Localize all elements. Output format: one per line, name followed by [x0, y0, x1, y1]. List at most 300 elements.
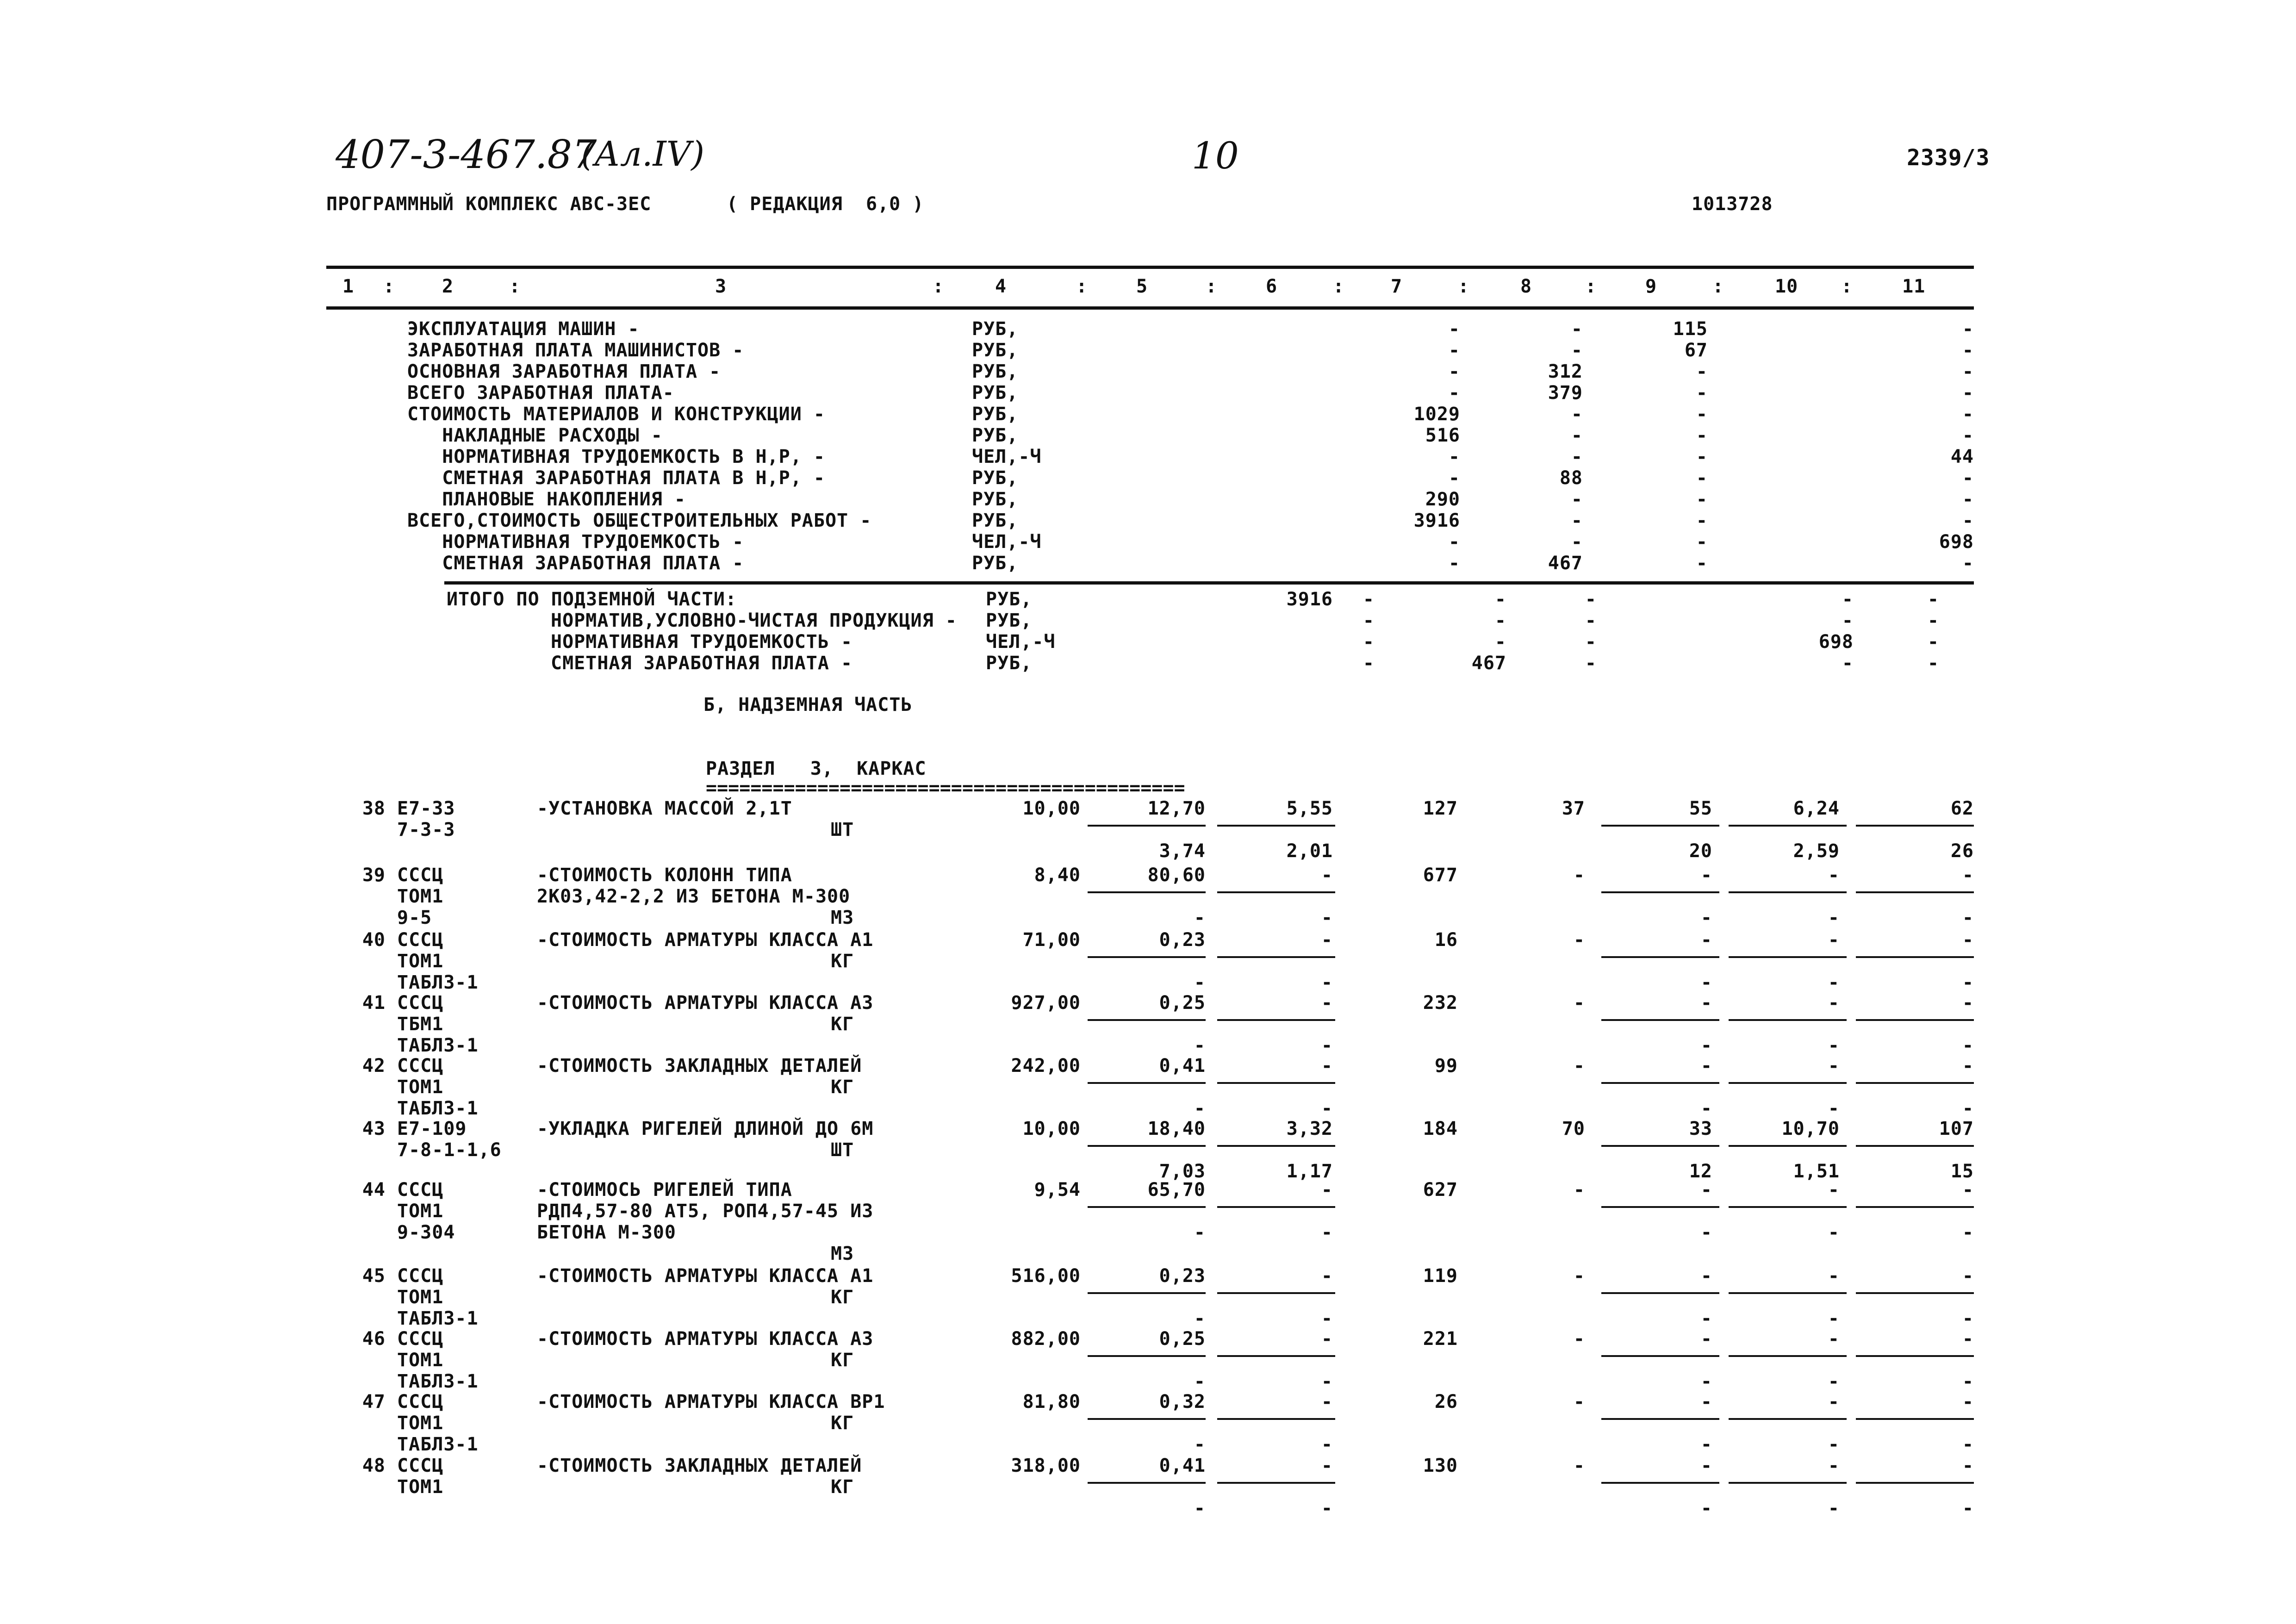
summary-unit: РУБ, — [972, 340, 1019, 361]
item-sub-c10: - — [1828, 1371, 1840, 1392]
item-code: СССЦ — [397, 865, 444, 886]
summary-unit: РУБ, — [972, 510, 1019, 531]
item-c8: - — [1573, 1265, 1585, 1287]
col-header-6: 6 — [1266, 276, 1278, 297]
item-qty: 882,00 — [1011, 1328, 1081, 1350]
item-c11: 62 — [1950, 798, 1974, 819]
cell-rule — [1088, 1082, 1206, 1084]
item-sub-c10: 1,51 — [1793, 1161, 1840, 1182]
item-description: -СТОИМОСТЬ АРМАТУРЫ КЛАССА А1 — [537, 1265, 874, 1287]
summary-col11: - — [1962, 489, 1974, 510]
cell-rule — [1217, 825, 1335, 827]
item-sub-c11: - — [1962, 1222, 1974, 1243]
item-description: -СТОИМОСТЬ КОЛОНН ТИПА — [537, 865, 792, 886]
item-c5: 0,41 — [1159, 1055, 1206, 1076]
cell-rule — [1856, 1292, 1974, 1294]
summary-col11: - — [1962, 318, 1974, 340]
item-code: ТОМ1 — [397, 1076, 444, 1098]
item-c5: 0,25 — [1159, 992, 1206, 1014]
item-sub-c6: 2,01 — [1286, 840, 1333, 862]
col-header-4: 4 — [995, 276, 1007, 297]
cell-rule — [1088, 1482, 1206, 1484]
cell-rule — [1601, 1082, 1719, 1084]
totals-value-a: 3916 — [1286, 589, 1333, 610]
summary-col8: - — [1571, 489, 1583, 510]
item-qty: 71,00 — [1022, 929, 1081, 951]
summary-bottom-rule — [444, 581, 1974, 585]
col-header-7: 7 — [1391, 276, 1403, 297]
item-c5: 0,25 — [1159, 1328, 1206, 1350]
item-c7: 184 — [1423, 1118, 1458, 1139]
totals-unit: РУБ, — [986, 653, 1033, 674]
item-sub-c11: - — [1962, 1035, 1974, 1056]
item-code: ТОМ1 — [397, 1350, 444, 1371]
summary-col11: - — [1962, 361, 1974, 382]
cell-rule — [1729, 1355, 1847, 1357]
item-unit: КГ — [831, 1014, 854, 1035]
summary-col11: - — [1962, 467, 1974, 489]
cell-rule — [1601, 956, 1719, 958]
item-sub-c9: - — [1700, 1222, 1712, 1243]
cell-rule — [1856, 1482, 1974, 1484]
item-c10: - — [1828, 865, 1840, 886]
totals-value-e: - — [1842, 653, 1854, 674]
summary-col11: - — [1962, 510, 1974, 531]
col-header-5: 5 — [1136, 276, 1148, 297]
cell-rule — [1856, 825, 1974, 827]
item-c8: - — [1573, 929, 1585, 951]
totals-value-c: - — [1494, 631, 1506, 653]
item-c9: - — [1700, 1265, 1712, 1287]
item-c9: 55 — [1689, 798, 1712, 819]
summary-unit: РУБ, — [972, 404, 1019, 425]
summary-unit: РУБ, — [972, 553, 1019, 574]
cell-rule — [1601, 1206, 1719, 1208]
item-description: -УСТАНОВКА МАССОЙ 2,1Т — [537, 798, 792, 819]
cell-rule — [1856, 1355, 1974, 1357]
item-c10: - — [1828, 1055, 1840, 1076]
cell-rule — [1217, 1206, 1335, 1208]
cell-rule — [1088, 956, 1206, 958]
summary-col9: - — [1696, 489, 1708, 510]
item-c8: - — [1573, 865, 1585, 886]
summary-col7: - — [1448, 531, 1460, 553]
item-description: -СТОИМОСТЬ АРМАТУРЫ КЛАССА А3 — [537, 1328, 874, 1350]
item-description: -СТОИМОСТЬ АРМАТУРЫ КЛАССА А1 — [537, 929, 874, 951]
totals-value-f: - — [1927, 610, 1939, 631]
item-c9: 33 — [1689, 1118, 1712, 1139]
item-c11: - — [1962, 1179, 1974, 1201]
item-c6: 5,55 — [1286, 798, 1333, 819]
item-c8: - — [1573, 992, 1585, 1014]
item-c11: - — [1962, 1455, 1974, 1476]
cell-rule — [1088, 1355, 1206, 1357]
item-sub-c9: - — [1700, 1035, 1712, 1056]
summary-col8: - — [1571, 531, 1583, 553]
summary-label: ЭКСПЛУАТАЦИЯ МАШИН - — [407, 318, 640, 340]
summary-col11: - — [1962, 340, 1974, 361]
summary-col11: - — [1962, 553, 1974, 574]
summary-unit: ЧЕЛ,-Ч — [972, 531, 1042, 553]
item-c8: - — [1573, 1328, 1585, 1350]
totals-value-f: - — [1927, 589, 1939, 610]
item-number: 44 — [362, 1179, 386, 1201]
totals-value-d: - — [1585, 631, 1597, 653]
cell-rule — [1088, 1418, 1206, 1420]
summary-col9: - — [1696, 531, 1708, 553]
totals-value-b: - — [1363, 610, 1375, 631]
totals-value-f: - — [1927, 631, 1939, 653]
summary-col11: - — [1962, 425, 1974, 446]
item-sub-c5: - — [1194, 1035, 1206, 1056]
item-sub-c6: - — [1321, 1498, 1333, 1519]
summary-unit: ЧЕЛ,-Ч — [972, 446, 1042, 467]
col-header-3: 3 — [715, 276, 727, 297]
summary-unit: РУБ, — [972, 318, 1019, 340]
item-qty: 8,40 — [1034, 865, 1081, 886]
cell-rule — [1729, 1292, 1847, 1294]
item-number: 42 — [362, 1055, 386, 1076]
item-unit: КГ — [831, 1476, 854, 1498]
item-code: Е7-33 — [397, 798, 455, 819]
item-c6: - — [1321, 929, 1333, 951]
col-header-9: 9 — [1645, 276, 1657, 297]
totals-value-d: - — [1585, 653, 1597, 674]
item-sub-c10: - — [1828, 972, 1840, 993]
totals-value-e: 698 — [1818, 631, 1854, 653]
cell-rule — [1217, 1292, 1335, 1294]
cell-rule — [1601, 891, 1719, 893]
item-sub-c6: - — [1321, 1098, 1333, 1119]
summary-col9: - — [1696, 510, 1708, 531]
col-header-2: 2 — [442, 276, 454, 297]
cell-rule — [1729, 1418, 1847, 1420]
item-qty: 242,00 — [1011, 1055, 1081, 1076]
summary-col7: 290 — [1425, 489, 1460, 510]
item-sub-c11: - — [1962, 1498, 1974, 1519]
item-qty: 516,00 — [1011, 1265, 1081, 1287]
cell-rule — [1601, 1145, 1719, 1147]
summary-label: ЗАРАБОТНАЯ ПЛАТА МАШИНИСТОВ - — [407, 340, 744, 361]
item-c7: 130 — [1423, 1455, 1458, 1476]
item-sub-c6: - — [1321, 1371, 1333, 1392]
cell-rule — [1088, 1206, 1206, 1208]
item-code: 9-5 — [397, 907, 432, 928]
item-c6: - — [1321, 865, 1333, 886]
item-c5: 0,23 — [1159, 929, 1206, 951]
item-unit: КГ — [831, 1287, 854, 1308]
item-qty: 927,00 — [1011, 992, 1081, 1014]
item-code: СССЦ — [397, 929, 444, 951]
item-qty: 10,00 — [1022, 798, 1081, 819]
item-c10: 6,24 — [1793, 798, 1840, 819]
item-c11: 107 — [1939, 1118, 1974, 1139]
item-c8: 37 — [1562, 798, 1585, 819]
summary-col7: 3916 — [1413, 510, 1460, 531]
item-description: -СТОИМОСТЬ ЗАКЛАДНЫХ ДЕТАЛЕЙ — [537, 1455, 862, 1476]
summary-col7: 1029 — [1413, 404, 1460, 425]
item-c11: - — [1962, 1265, 1974, 1287]
item-code: ТОМ1 — [397, 1201, 444, 1222]
item-number: 41 — [362, 992, 386, 1014]
item-description: -СТОИМОСТЬ АРМАТУРЫ КЛАССА ВР1 — [537, 1391, 885, 1412]
totals-label: НОРМАТИВ,УСЛОВНО-ЧИСТАЯ ПРОДУКЦИЯ - — [551, 610, 957, 631]
item-unit: ШТ — [831, 819, 854, 840]
item-c10: - — [1828, 1391, 1840, 1412]
summary-col8: - — [1571, 510, 1583, 531]
item-sub-c10: - — [1828, 1498, 1840, 1519]
item-c10: 10,70 — [1781, 1118, 1840, 1139]
cell-rule — [1217, 956, 1335, 958]
item-code: Е7-109 — [397, 1118, 467, 1139]
item-code: ТАБЛ3-1 — [397, 1434, 479, 1455]
item-c7: 232 — [1423, 992, 1458, 1014]
item-code: СССЦ — [397, 1179, 444, 1201]
item-sub-c10: - — [1828, 1035, 1840, 1056]
razdel-title: РАЗДЕЛ 3, КАРКАС — [706, 758, 927, 779]
item-c9: - — [1700, 992, 1712, 1014]
item-c8: 70 — [1562, 1118, 1585, 1139]
item-number: 39 — [362, 865, 386, 886]
cell-rule — [1729, 891, 1847, 893]
cell-rule — [1856, 956, 1974, 958]
item-c6: - — [1321, 1391, 1333, 1412]
totals-value-d: - — [1585, 589, 1597, 610]
item-sub-c5: - — [1194, 1434, 1206, 1455]
cell-rule — [1729, 1082, 1847, 1084]
item-sub-c11: - — [1962, 1098, 1974, 1119]
item-code: ТОМ1 — [397, 1287, 444, 1308]
item-number: 45 — [362, 1265, 386, 1287]
item-sub-c11: 15 — [1950, 1161, 1974, 1182]
summary-col9: - — [1696, 404, 1708, 425]
item-unit: КГ — [831, 1412, 854, 1434]
item-sub-c5: - — [1194, 1308, 1206, 1329]
item-sub-c10: - — [1828, 907, 1840, 928]
cell-rule — [1601, 1019, 1719, 1021]
item-sub-c5: - — [1194, 972, 1206, 993]
item-number: 43 — [362, 1118, 386, 1139]
summary-col9: - — [1696, 467, 1708, 489]
item-sub-c10: - — [1828, 1308, 1840, 1329]
item-c6: - — [1321, 992, 1333, 1014]
summary-label: НОРМАТИВНАЯ ТРУДОЕМКОСТЬ - — [407, 531, 744, 553]
item-unit: ШТ — [831, 1139, 854, 1161]
item-c7: 627 — [1423, 1179, 1458, 1201]
item-c8: - — [1573, 1055, 1585, 1076]
page-number: 10 — [1192, 134, 1239, 177]
item-sub-c9: - — [1700, 1434, 1712, 1455]
summary-unit: РУБ, — [972, 425, 1019, 446]
cell-rule — [1217, 891, 1335, 893]
cell-rule — [1601, 1292, 1719, 1294]
item-sub-c6: - — [1321, 1222, 1333, 1243]
summary-col7: - — [1448, 553, 1460, 574]
item-sub-c9: - — [1700, 1371, 1712, 1392]
summary-label: НАКЛАДНЫЕ РАСХОДЫ - — [407, 425, 663, 446]
item-unit: КГ — [831, 1076, 854, 1098]
summary-col8: - — [1571, 425, 1583, 446]
cell-rule — [1217, 1145, 1335, 1147]
item-c10: - — [1828, 1179, 1840, 1201]
item-unit: КГ — [831, 1350, 854, 1371]
item-c11: - — [1962, 1328, 1974, 1350]
summary-col9: - — [1696, 553, 1708, 574]
summary-col9: - — [1696, 361, 1708, 382]
summary-unit: РУБ, — [972, 489, 1019, 510]
cell-rule — [1856, 1418, 1974, 1420]
col-header-1: 1 — [342, 276, 355, 297]
item-sub-c10: - — [1828, 1222, 1840, 1243]
summary-unit: РУБ, — [972, 361, 1019, 382]
sheet-number: 2339/3 — [1907, 145, 1990, 171]
item-c6: - — [1321, 1265, 1333, 1287]
cell-rule — [1217, 1082, 1335, 1084]
summary-col8: - — [1571, 404, 1583, 425]
cell-rule — [1601, 1418, 1719, 1420]
totals-value-e: - — [1842, 589, 1854, 610]
item-code: ТБМ1 — [397, 1014, 444, 1035]
item-unit: М3 — [831, 1243, 854, 1264]
item-sub-c9: - — [1700, 972, 1712, 993]
item-qty: 9,54 — [1034, 1179, 1081, 1201]
item-c9: - — [1700, 929, 1712, 951]
cell-rule — [1088, 1145, 1206, 1147]
summary-label: ВСЕГО,СТОИМОСТЬ ОБЩЕСТРОИТЕЛЬНЫХ РАБОТ - — [407, 510, 872, 531]
header-bottom-rule — [326, 306, 1974, 310]
cell-rule — [1217, 1019, 1335, 1021]
item-code: СССЦ — [397, 992, 444, 1014]
cell-rule — [1729, 956, 1847, 958]
cell-rule — [1729, 1206, 1847, 1208]
summary-col8: 379 — [1548, 382, 1583, 404]
cell-rule — [1088, 891, 1206, 893]
summary-label: СМЕТНАЯ ЗАРАБОТНАЯ ПЛАТА - — [407, 553, 744, 574]
summary-col11: 44 — [1950, 446, 1974, 467]
summary-col11: 698 — [1939, 531, 1974, 553]
item-sub-c5: - — [1194, 1371, 1206, 1392]
item-code: ТАБЛ3-1 — [397, 1035, 479, 1056]
totals-unit: РУБ, — [986, 589, 1033, 610]
cell-rule — [1217, 1418, 1335, 1420]
item-c10: - — [1828, 1328, 1840, 1350]
item-c9: - — [1700, 1055, 1712, 1076]
item-sub-c5: - — [1194, 1222, 1206, 1243]
item-c8: - — [1573, 1179, 1585, 1201]
cell-rule — [1856, 1206, 1974, 1208]
item-c9: - — [1700, 1391, 1712, 1412]
totals-value-f: - — [1927, 653, 1939, 674]
item-sub-c11: - — [1962, 907, 1974, 928]
cell-rule — [1729, 1482, 1847, 1484]
item-qty: 10,00 — [1022, 1118, 1081, 1139]
item-c7: 16 — [1434, 929, 1458, 951]
item-c10: - — [1828, 929, 1840, 951]
item-description: -УКЛАДКА РИГЕЛЕЙ ДЛИНОЙ ДО 6М — [537, 1118, 874, 1139]
item-c7: 99 — [1434, 1055, 1458, 1076]
summary-col8: 88 — [1559, 467, 1583, 489]
item-c5: 0,41 — [1159, 1455, 1206, 1476]
item-code: СССЦ — [397, 1055, 444, 1076]
summary-col7: - — [1448, 361, 1460, 382]
item-sub-c9: - — [1700, 1098, 1712, 1119]
summary-label: ОСНОВНАЯ ЗАРАБОТНАЯ ПЛАТА - — [407, 361, 721, 382]
summary-unit: РУБ, — [972, 467, 1019, 489]
item-c6: 3,32 — [1286, 1118, 1333, 1139]
summary-col7: - — [1448, 340, 1460, 361]
item-unit: КГ — [831, 951, 854, 972]
summary-label: СТОИМОСТЬ МАТЕРИАЛОВ И КОНСТРУКЦИИ - — [407, 404, 825, 425]
item-c9: - — [1700, 1328, 1712, 1350]
item-sub-c6: - — [1321, 1434, 1333, 1455]
summary-col7: - — [1448, 446, 1460, 467]
item-sub-c5: - — [1194, 1098, 1206, 1119]
cell-rule — [1729, 825, 1847, 827]
summary-col11: - — [1962, 382, 1974, 404]
cell-rule — [1217, 1482, 1335, 1484]
item-sub-c9: 20 — [1689, 840, 1712, 862]
item-code: ТАБЛ3-1 — [397, 1371, 479, 1392]
item-code: ТАБЛ3-1 — [397, 972, 479, 993]
item-description: -СТОИМОСТЬ АРМАТУРЫ КЛАССА А3 — [537, 992, 874, 1014]
item-sub-c5: 7,03 — [1159, 1161, 1206, 1182]
item-c9: - — [1700, 865, 1712, 886]
item-c7: 677 — [1423, 865, 1458, 886]
item-code: ТАБЛ3-1 — [397, 1308, 479, 1329]
item-description: БЕТОНА М-300 — [537, 1222, 676, 1243]
cell-rule — [1088, 1292, 1206, 1294]
summary-col7: 516 — [1425, 425, 1460, 446]
cell-rule — [1601, 825, 1719, 827]
item-c6: - — [1321, 1179, 1333, 1201]
item-number: 48 — [362, 1455, 386, 1476]
summary-col11: - — [1962, 404, 1974, 425]
item-description: -СТОИМОСТЬ ЗАКЛАДНЫХ ДЕТАЛЕЙ — [537, 1055, 862, 1076]
summary-label: НОРМАТИВНАЯ ТРУДОЕМКОСТЬ В Н,Р, - — [407, 446, 825, 467]
summary-col9: - — [1696, 446, 1708, 467]
summary-label: СМЕТНАЯ ЗАРАБОТНАЯ ПЛАТА В Н,Р, - — [407, 467, 825, 489]
summary-col9: - — [1696, 382, 1708, 404]
cell-rule — [1856, 1019, 1974, 1021]
item-sub-c6: - — [1321, 1308, 1333, 1329]
item-c5: 18,40 — [1147, 1118, 1206, 1139]
item-code: СССЦ — [397, 1391, 444, 1412]
cell-rule — [1729, 1019, 1847, 1021]
program-edition: ( РЕДАКЦИЯ 6,0 ) — [727, 193, 924, 215]
item-code: ТОМ1 — [397, 1412, 444, 1434]
item-code: СССЦ — [397, 1265, 444, 1287]
totals-value-b: - — [1363, 631, 1375, 653]
item-c9: - — [1700, 1455, 1712, 1476]
album-number: (Ал.IV) — [581, 134, 705, 174]
item-c8: - — [1573, 1455, 1585, 1476]
item-c10: - — [1828, 1455, 1840, 1476]
item-c11: - — [1962, 992, 1974, 1014]
summary-col9: - — [1696, 425, 1708, 446]
totals-value-c: - — [1494, 589, 1506, 610]
item-sub-c6: - — [1321, 1035, 1333, 1056]
item-c5: 80,60 — [1147, 865, 1206, 886]
item-sub-c10: - — [1828, 1098, 1840, 1119]
item-description: -СТОИМОСЬ РИГЕЛЕЙ ТИПА — [537, 1179, 792, 1201]
totals-value-b: - — [1363, 653, 1375, 674]
section-title: Б, НАДЗЕМНАЯ ЧАСТЬ — [703, 694, 913, 716]
item-c6: - — [1321, 1055, 1333, 1076]
item-sub-c6: - — [1321, 972, 1333, 993]
cell-rule — [1856, 891, 1974, 893]
totals-unit: ЧЕЛ,-Ч — [986, 631, 1056, 653]
item-description: РДП4,57-80 АТ5, РОП4,57-45 ИЗ — [537, 1201, 874, 1222]
